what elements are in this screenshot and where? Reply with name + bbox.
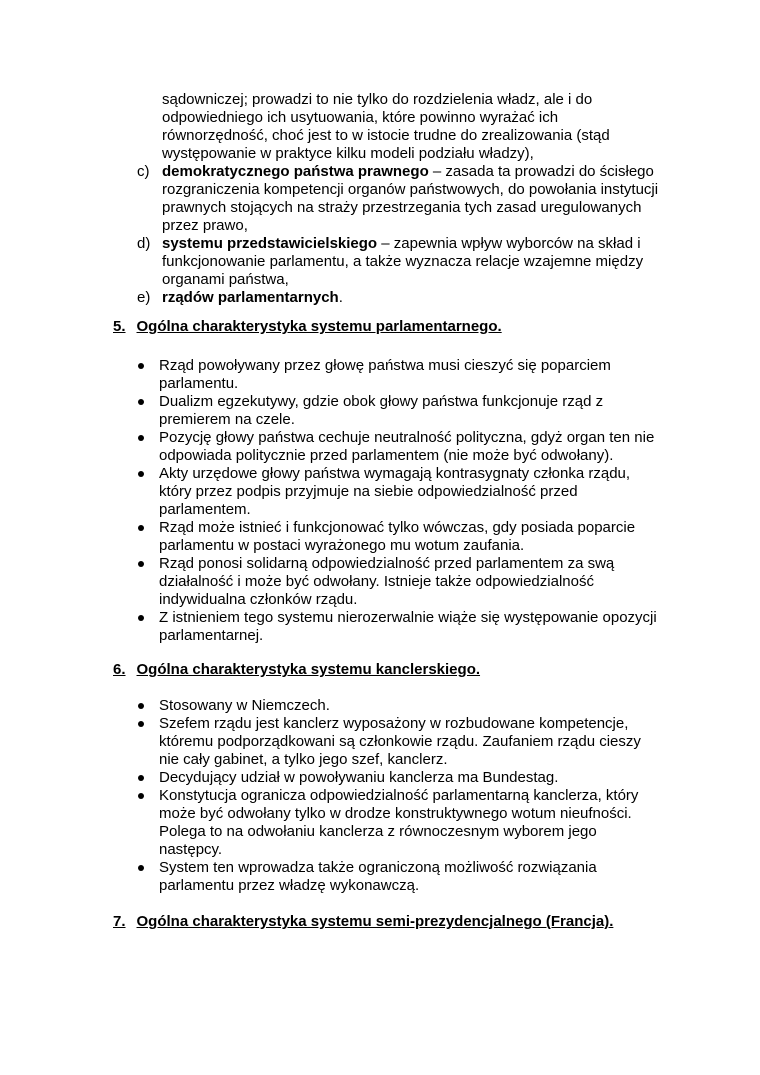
text-line: przez prawo, xyxy=(162,217,248,234)
term-description: . xyxy=(338,289,343,306)
bullet-item xyxy=(159,465,669,519)
text-line: Konstytucja ogranicza odpowiedzialność parlamentarną kanclerza, który xyxy=(159,787,639,804)
bullet-list-section-6 xyxy=(159,697,669,895)
section-heading-7 xyxy=(113,913,613,931)
list-item-e xyxy=(137,289,672,307)
text-line: Stosowany w Niemczech. xyxy=(159,697,330,714)
bullet-item xyxy=(159,609,669,645)
text-line: Szefem rządu jest kanclerz wyposażony w rozbudowane kompetencje, xyxy=(159,715,629,732)
text-line xyxy=(162,289,672,307)
text-line: Dualizm egzekutywy, gdzie obok głowy państwa funkcjonuje rząd z xyxy=(159,393,604,410)
text-line: następcy. xyxy=(159,841,223,858)
text-line: parlamentem. xyxy=(159,501,251,518)
section-title: Ogólna charakterystyka systemu parlamentarnego. xyxy=(136,318,502,335)
bullet-icon xyxy=(138,865,144,871)
text-line: odpowiedniego ich usytuowania, które powinno wyrażać ich xyxy=(162,109,559,126)
section-title: Ogólna charakterystyka systemu kanclerskiego. xyxy=(136,661,481,678)
bullet-item xyxy=(159,357,669,393)
text-line: rozgraniczenia kompetencji organów państwowych, do powołania instytucji xyxy=(162,181,659,198)
bullet-icon xyxy=(138,775,144,781)
text-line: Rząd może istnieć i funkcjonować tylko wówczas, gdy posiada poparcie xyxy=(159,519,636,536)
enumerated-principles-list xyxy=(137,91,672,307)
text-line: parlamentu przez władzę wykonawczą. xyxy=(159,877,420,894)
bullet-icon xyxy=(138,363,144,369)
bullet-icon xyxy=(138,435,144,441)
list-marker: d) xyxy=(137,235,151,252)
text-line: Rząd ponosi solidarną odpowiedzialność przed parlamentem za swą xyxy=(159,555,615,572)
text-line: odpowiada politycznie przed parlamentem (nie może być odwołany). xyxy=(159,447,614,464)
bullet-item xyxy=(159,697,669,715)
bullet-icon xyxy=(138,471,144,477)
section-number: 7. xyxy=(113,913,126,930)
text-line: nie cały gabinet, a tylko jego szef, kanclerz. xyxy=(159,751,448,768)
term-bold: systemu przedstawicielskiego xyxy=(162,235,378,252)
bullet-icon xyxy=(138,561,144,567)
text-line: premierem na czele. xyxy=(159,411,295,428)
bullet-list-section-5 xyxy=(159,357,669,645)
text-line: parlamentarnej. xyxy=(159,627,264,644)
list-marker: e) xyxy=(137,289,151,306)
text-line: organami państwa, xyxy=(162,271,289,288)
text-line xyxy=(162,163,672,181)
bullet-item xyxy=(159,429,669,465)
list-item-c xyxy=(137,163,672,235)
text-line: parlamentu. xyxy=(159,375,239,392)
text-line: działalność i może być odwołany. Istnieje także odpowiedzialność xyxy=(159,573,594,590)
bullet-icon xyxy=(138,703,144,709)
text-line: funkcjonowanie parlamentu, a także wyznacza relacje wzajemne między xyxy=(162,253,644,270)
bullet-icon xyxy=(138,399,144,405)
bullet-item xyxy=(159,519,669,555)
text-line: System ten wprowadza także ograniczoną możliwość rozwiązania xyxy=(159,859,597,876)
text-line: któremu podporządkowani są członkowie rządu. Zaufaniem rządu cieszy xyxy=(159,733,641,750)
text-line: indywidualna członków rządu. xyxy=(159,591,358,608)
section-heading-6 xyxy=(113,661,480,679)
list-item-continuation xyxy=(162,91,672,163)
section-title: Ogólna charakterystyka systemu semi-prezydencjalnego (Francja). xyxy=(136,913,614,930)
bullet-icon xyxy=(138,525,144,531)
bullet-icon xyxy=(138,721,144,727)
text-line: może być odwołany tylko w drodze konstruktywnego wotum nieufności. xyxy=(159,805,632,822)
section-number: 6. xyxy=(113,661,126,678)
text-line: równorzędność, choć jest to w istocie trudne do zrealizowania (stąd xyxy=(162,127,610,144)
bullet-item xyxy=(159,555,669,609)
list-marker: c) xyxy=(137,163,150,180)
text-line: Z istnieniem tego systemu nierozerwalnie wiąże się występowanie opozycji xyxy=(159,609,657,626)
text-line: występowanie w praktyce kilku modeli podziału władzy), xyxy=(162,145,534,162)
bullet-icon xyxy=(138,793,144,799)
term-description: – zapewnia wpływ wyborców na skład i xyxy=(377,235,641,252)
section-heading-5 xyxy=(113,318,502,336)
text-line xyxy=(162,235,672,253)
term-bold: demokratycznego państwa prawnego xyxy=(162,163,429,180)
text-line: Rząd powoływany przez głowę państwa musi cieszyć się poparciem xyxy=(159,357,611,374)
bullet-item xyxy=(159,715,669,769)
text-line: Akty urzędowe głowy państwa wymagają kontrasygnaty członka rządu, xyxy=(159,465,631,482)
bullet-item xyxy=(159,787,669,859)
section-number: 5. xyxy=(113,318,126,335)
text-line: który przez podpis przyjmuje na siebie odpowiedzialność przed xyxy=(159,483,578,500)
bullet-item xyxy=(159,393,669,429)
bullet-icon xyxy=(138,615,144,621)
term-description: – zasada ta prowadzi do ścisłego xyxy=(428,163,654,180)
text-line: sądowniczej; prowadzi to nie tylko do rozdzielenia władz, ale i do xyxy=(162,91,593,108)
bullet-item xyxy=(159,769,669,787)
text-line: Polega to na odwołaniu kanclerza z równoczesnym wyborem jego xyxy=(159,823,597,840)
text-line: Pozycję głowy państwa cechuje neutralność polityczna, gdyż organ ten nie xyxy=(159,429,655,446)
text-line: prawnych stojących na straży przestrzegania tych zasad uregulowanych xyxy=(162,199,642,216)
list-item-d xyxy=(137,235,672,289)
bullet-item xyxy=(159,859,669,895)
text-line: Decydujący udział w powoływaniu kanclerza ma Bundestag. xyxy=(159,769,559,786)
term-bold: rządów parlamentarnych xyxy=(162,289,339,306)
text-line: parlamentu w postaci wyrażonego mu wotum zaufania. xyxy=(159,537,525,554)
